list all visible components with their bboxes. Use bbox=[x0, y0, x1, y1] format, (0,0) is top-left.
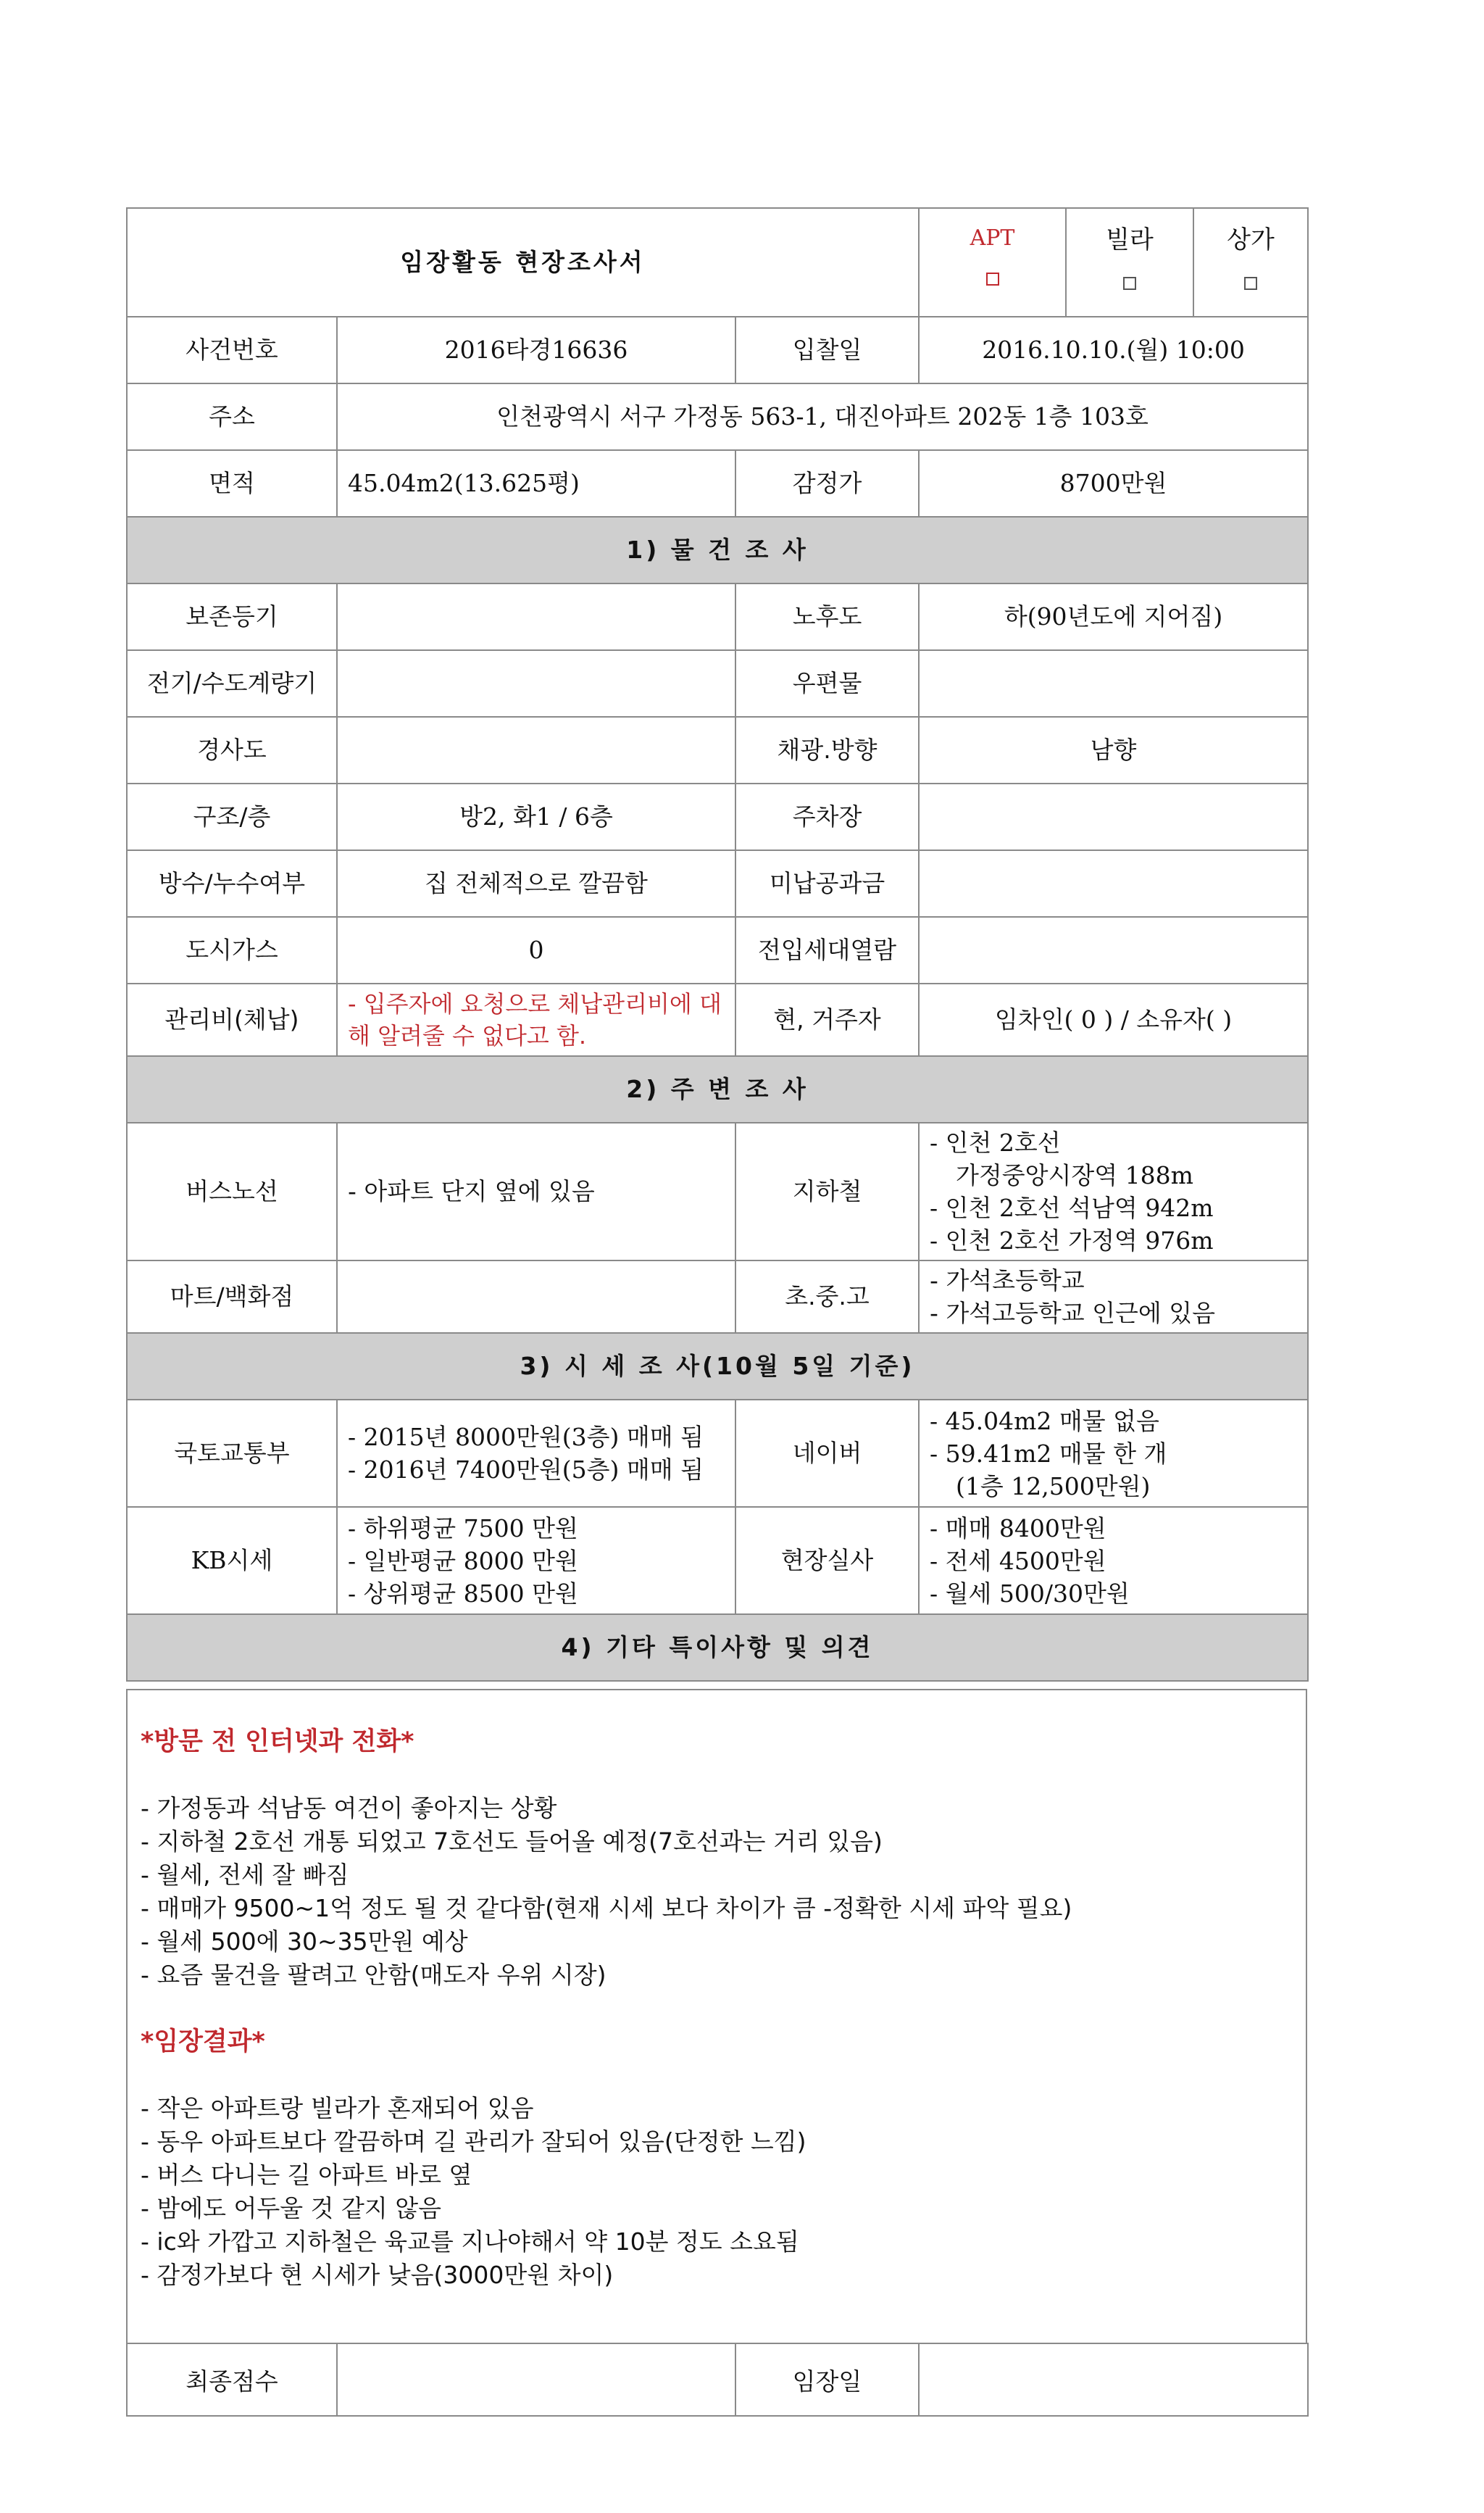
type-villa-checkbox[interactable] bbox=[1123, 277, 1136, 290]
field-line: - 매매 8400만원 bbox=[930, 1513, 1106, 1542]
type-villa-option[interactable] bbox=[1066, 208, 1193, 317]
type-villa-label: 빌라 bbox=[1106, 225, 1154, 254]
parking-label: 주차장 bbox=[735, 784, 919, 850]
age-label: 노후도 bbox=[735, 583, 919, 650]
field-line: - 월세 500/30만원 bbox=[930, 1579, 1130, 1608]
meter-label: 전기/수도계량기 bbox=[127, 650, 337, 717]
school-line: - 가석고등학교 인근에 있음 bbox=[930, 1299, 1216, 1327]
bus-label: 버스노선 bbox=[127, 1123, 337, 1260]
molit-label: 국토교통부 bbox=[127, 1400, 337, 1507]
unpaid-value bbox=[919, 850, 1308, 917]
parking-value bbox=[919, 784, 1308, 850]
address-value: 인천광역시 서구 가정동 563-1, 대진아파트 202동 1층 103호 bbox=[337, 383, 1308, 450]
field-label: 현장실사 bbox=[735, 1507, 919, 1614]
mgmt-value: - 입주자에 요청으로 체납관리비에 대해 알려줄 수 없다고 함. bbox=[337, 984, 735, 1056]
slope-value bbox=[337, 717, 735, 784]
mart-label: 마트/백화점 bbox=[127, 1260, 337, 1333]
molit-line: - 2015년 8000만원(3층) 매매 됨 bbox=[348, 1423, 704, 1451]
kb-line: - 상위평균 8500 만원 bbox=[348, 1579, 578, 1608]
field-line: - 전세 4500만원 bbox=[930, 1546, 1106, 1575]
school-line: - 가석초등학교 bbox=[930, 1266, 1085, 1295]
type-shop-label: 상가 bbox=[1227, 225, 1275, 254]
section-4-title: 4) 기타 특이사항 및 의견 bbox=[127, 1614, 1308, 1681]
result-line: - 동우 아파트보다 깔끔하며 길 관리가 잘되어 있음(단정한 느낌) bbox=[141, 2127, 806, 2156]
occupant-label: 현, 거주자 bbox=[735, 984, 919, 1056]
result-heading: *임장결과* bbox=[141, 2027, 265, 2056]
address-label: 주소 bbox=[127, 383, 337, 450]
survey-document bbox=[126, 207, 1307, 2417]
result-line: - 감정가보다 현 시세가 낮음(3000만원 차이) bbox=[141, 2261, 614, 2289]
kb-line: - 하위평균 7500 만원 bbox=[348, 1513, 578, 1542]
bid-date-value: 2016.10.10.(월) 10:00 bbox=[919, 317, 1308, 383]
unpaid-label: 미납공과금 bbox=[735, 850, 919, 917]
bid-date-label: 입찰일 bbox=[735, 317, 919, 383]
subway-line: 가정중앙시장역 188m bbox=[956, 1161, 1193, 1189]
resident-label: 전입세대열람 bbox=[735, 917, 919, 984]
light-label: 채광.방향 bbox=[735, 717, 919, 784]
kb-list bbox=[337, 1507, 735, 1614]
molit-list bbox=[337, 1400, 735, 1507]
subway-line: - 인천 2호선 bbox=[930, 1129, 1061, 1157]
notes-box bbox=[126, 1689, 1307, 2344]
subway-line: - 인천 2호선 석남역 942m bbox=[930, 1194, 1214, 1222]
result-line: - 버스 다니는 길 아파트 바로 옆 bbox=[141, 2161, 472, 2189]
section-1-title: 1) 물 건 조 사 bbox=[127, 517, 1308, 583]
bus-value: - 아파트 단지 옆에 있음 bbox=[337, 1123, 735, 1260]
type-shop-option[interactable] bbox=[1193, 208, 1308, 317]
molit-line: - 2016년 7400만원(5층) 매매 됨 bbox=[348, 1455, 704, 1484]
pre-visit-line: - 월세, 전세 잘 빠짐 bbox=[141, 1861, 349, 1889]
subway-line: - 인천 2호선 가정역 976m bbox=[930, 1226, 1214, 1255]
slope-label: 경사도 bbox=[127, 717, 337, 784]
school-list bbox=[919, 1260, 1308, 1333]
area-label: 면적 bbox=[127, 450, 337, 517]
case-no-value: 2016타경16636 bbox=[337, 317, 735, 383]
pre-visit-line: - 매매가 9500~1억 정도 될 것 같다함(현재 시세 보다 차이가 큼 -정확한 시세 파악 필요) bbox=[141, 1894, 1072, 1922]
resident-value bbox=[919, 917, 1308, 984]
type-shop-checkbox[interactable] bbox=[1244, 277, 1257, 290]
pre-visit-line: - 요즘 물건을 팔려고 안함(매도자 우위 시장) bbox=[141, 1961, 606, 1989]
preservation-value bbox=[337, 583, 735, 650]
naver-list bbox=[919, 1400, 1308, 1507]
section-3-title: 3) 시 세 조 사(10월 5일 기준) bbox=[127, 1333, 1308, 1400]
structure-value: 방2, 화1 / 6층 bbox=[337, 784, 735, 850]
pre-visit-line: - 가정동과 석남동 여건이 좋아지는 상황 bbox=[141, 1794, 557, 1822]
mgmt-label: 관리비(체납) bbox=[127, 984, 337, 1056]
survey-form-table bbox=[126, 207, 1309, 1682]
structure-label: 구조/층 bbox=[127, 784, 337, 850]
section-2-title: 2) 주 변 조 사 bbox=[127, 1056, 1308, 1123]
meter-value bbox=[337, 650, 735, 717]
naver-line: (1층 12,500만원) bbox=[956, 1471, 1151, 1500]
field-list bbox=[919, 1507, 1308, 1614]
area-value: 45.04m2(13.625평) bbox=[337, 450, 735, 517]
age-value: 하(90년도에 지어짐) bbox=[919, 583, 1308, 650]
pre-visit-line: - 월세 500에 30~35만원 예상 bbox=[141, 1927, 468, 1956]
appraisal-label: 감정가 bbox=[735, 450, 919, 517]
visit-date-label: 임장일 bbox=[735, 2343, 919, 2416]
mart-value bbox=[337, 1260, 735, 1333]
naver-label: 네이버 bbox=[735, 1400, 919, 1507]
leak-label: 방수/누수여부 bbox=[127, 850, 337, 917]
light-value: 남향 bbox=[919, 717, 1308, 784]
gas-label: 도시가스 bbox=[127, 917, 337, 984]
type-apt-option[interactable] bbox=[919, 208, 1066, 317]
subway-list bbox=[919, 1123, 1308, 1260]
pre-visit-line: - 지하철 2호선 개통 되었고 7호선도 들어올 예정(7호선과는 거리 있음) bbox=[141, 1827, 883, 1856]
page-title: 임장활동 현장조사서 bbox=[127, 208, 919, 317]
result-line: - 작은 아파트랑 빌라가 혼재되어 있음 bbox=[141, 2094, 534, 2122]
result-line: - ic와 가깝고 지하철은 육교를 지나야해서 약 10분 정도 소요됨 bbox=[141, 2227, 799, 2256]
kb-label: KB시세 bbox=[127, 1507, 337, 1614]
appraisal-value: 8700만원 bbox=[919, 450, 1308, 517]
final-score-value bbox=[337, 2343, 735, 2416]
visit-date-value bbox=[919, 2343, 1308, 2416]
occupant-value: 임차인( 0 ) / 소유자( ) bbox=[919, 984, 1308, 1056]
naver-line: - 59.41m2 매물 한 개 bbox=[930, 1439, 1167, 1468]
gas-value: 0 bbox=[337, 917, 735, 984]
preservation-label: 보존등기 bbox=[127, 583, 337, 650]
naver-line: - 45.04m2 매물 없음 bbox=[930, 1406, 1159, 1435]
school-label: 초.중.고 bbox=[735, 1260, 919, 1333]
footer-table bbox=[126, 2343, 1309, 2417]
pre-visit-heading: *방문 전 인터넷과 전화* bbox=[141, 1727, 414, 1756]
mail-value bbox=[919, 650, 1308, 717]
type-apt-label: APT bbox=[970, 225, 1015, 251]
subway-label: 지하철 bbox=[735, 1123, 919, 1260]
mail-label: 우편물 bbox=[735, 650, 919, 717]
leak-value: 집 전체적으로 깔끔함 bbox=[337, 850, 735, 917]
kb-line: - 일반평균 8000 만원 bbox=[348, 1546, 578, 1575]
case-no-label: 사건번호 bbox=[127, 317, 337, 383]
result-line: - 밤에도 어두울 것 같지 않음 bbox=[141, 2194, 442, 2222]
final-score-label: 최종점수 bbox=[127, 2343, 337, 2416]
type-apt-checkbox[interactable] bbox=[986, 273, 999, 286]
